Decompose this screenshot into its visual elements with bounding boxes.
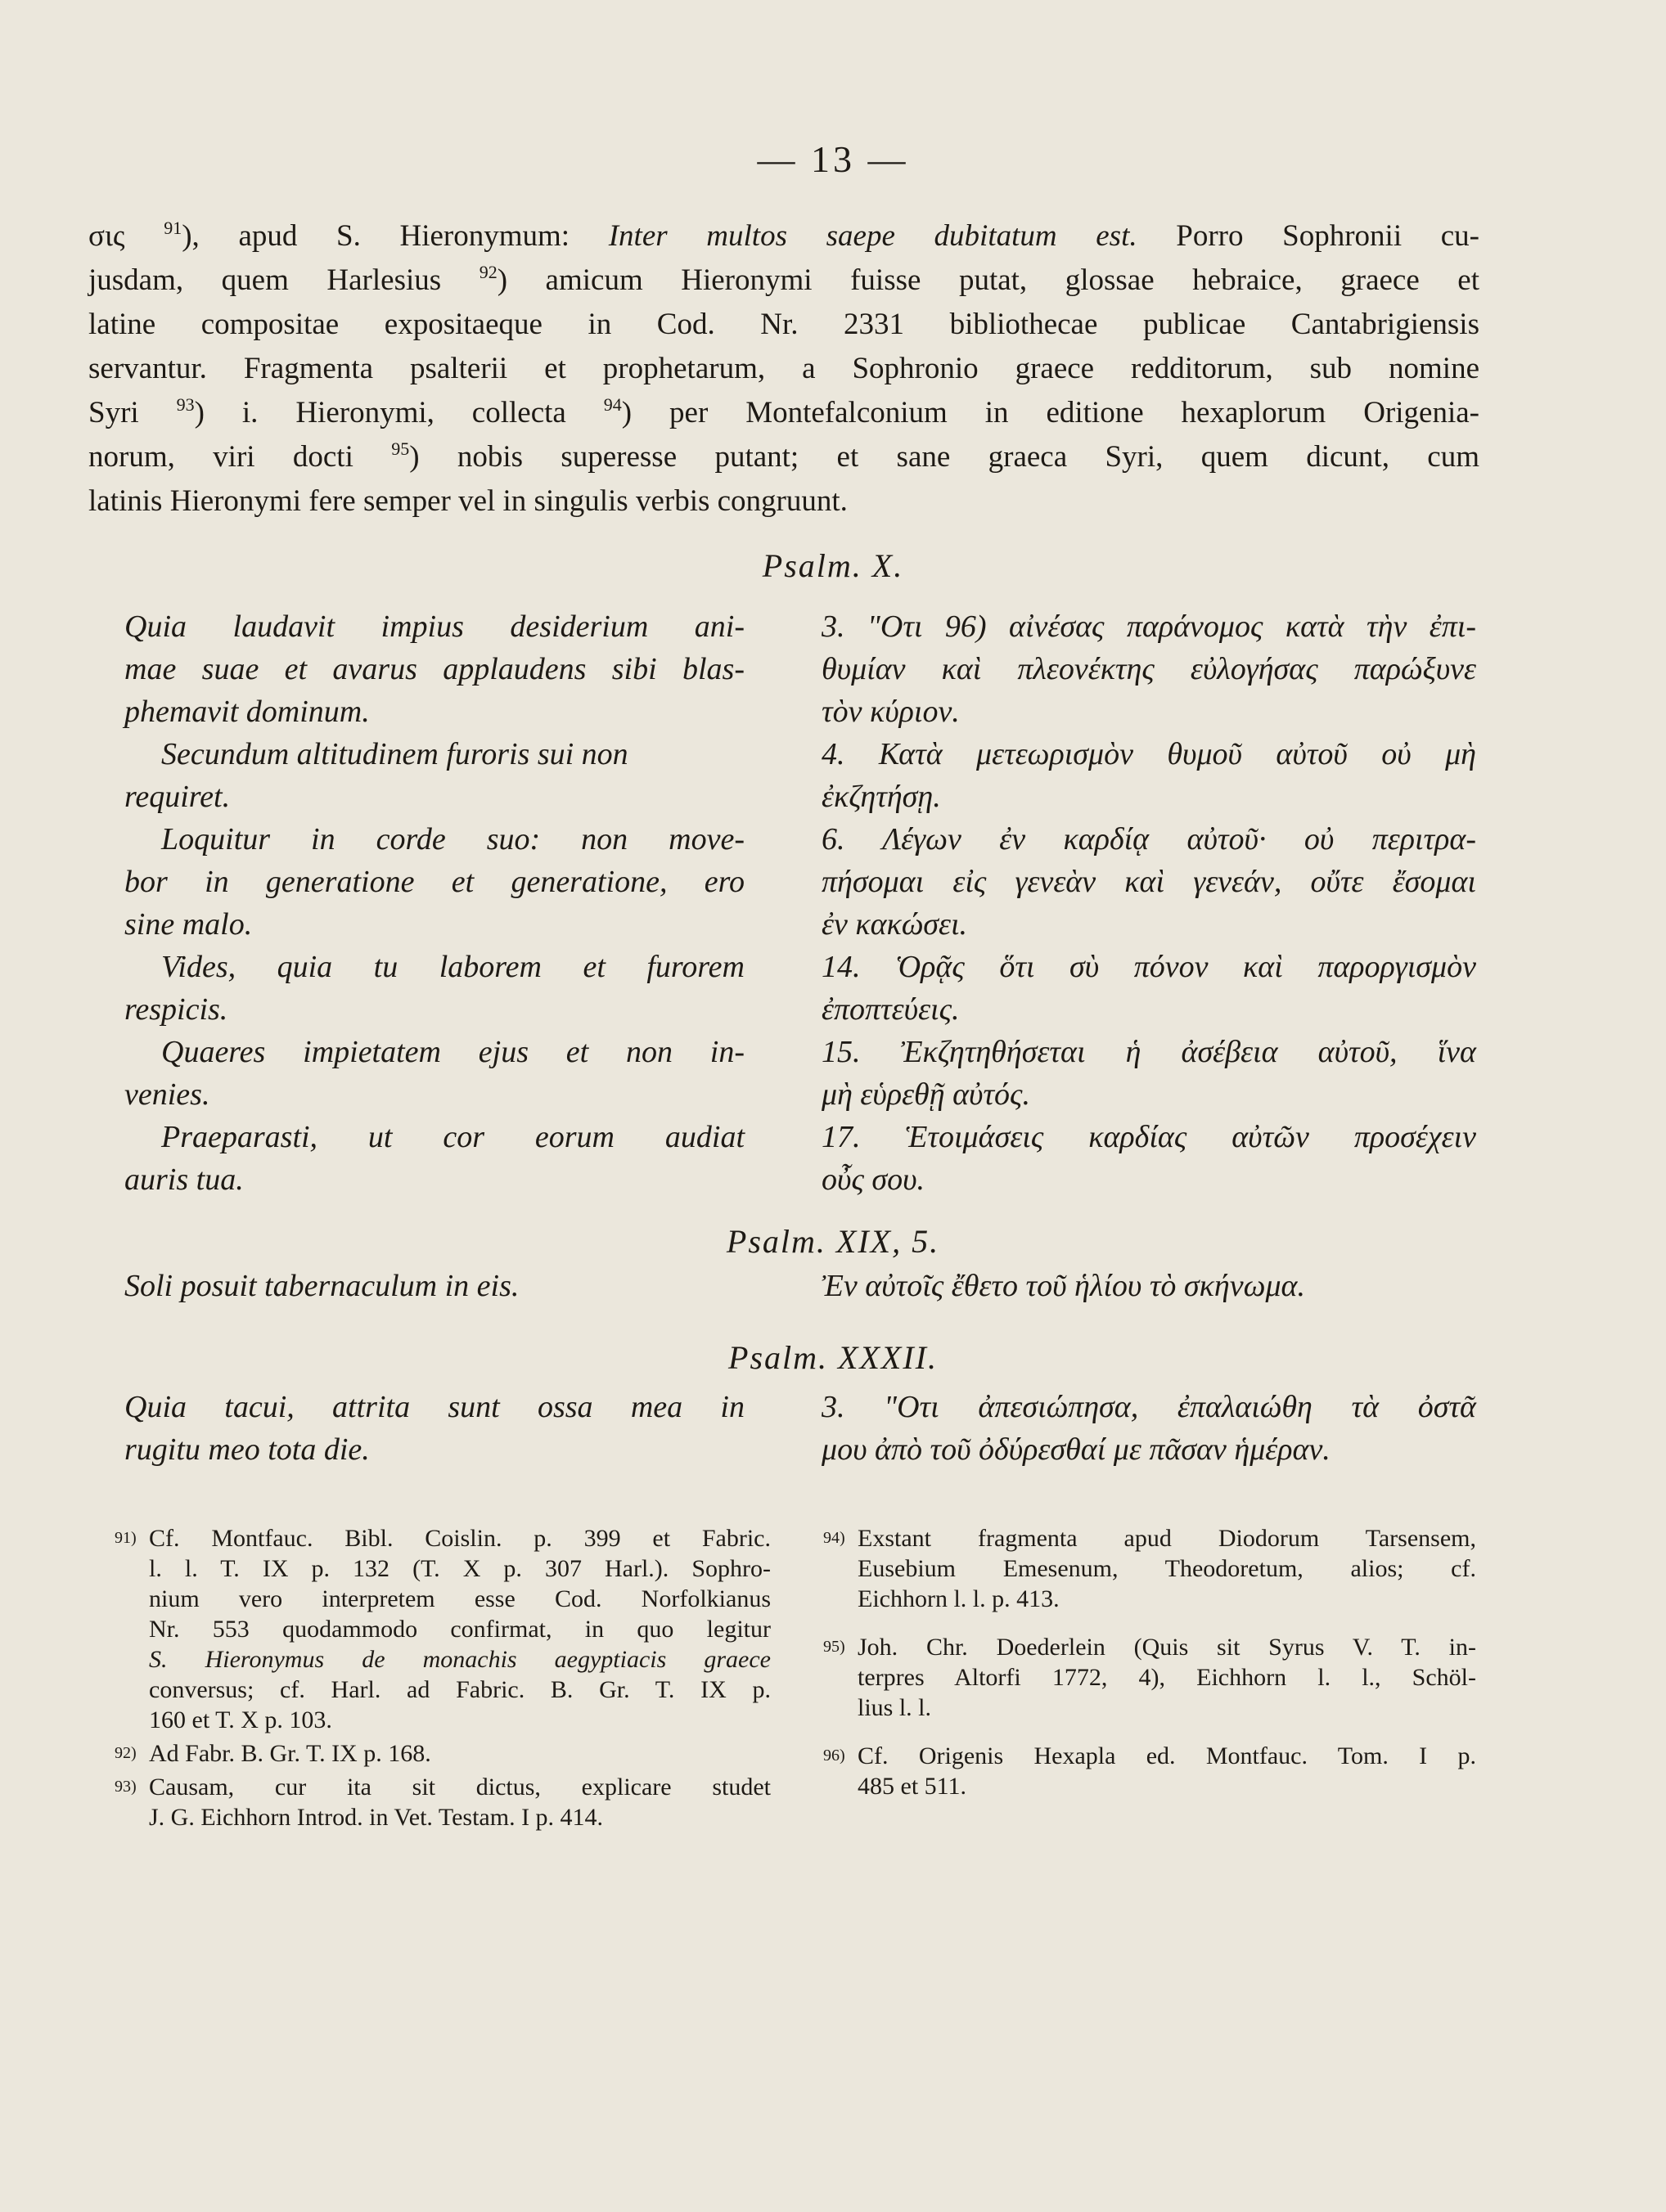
greek-line: 3. "Οτι ἀπεσιώπησα, ἐπαλαιώθη τὰ ὀστᾶ bbox=[822, 1390, 1476, 1424]
greek-line: θυμίαν καὶ πλεονέκτης εὐλογήσας παρώξυνε bbox=[822, 652, 1476, 686]
footnote: 91) Cf. Montfauc. Bibl. Coislin. p. 399 et Fabric. l. l. T. IX p. 132 (T. X p. 307 Harl.). Sophro- nium vero interpretem esse Cod. Norfolkianus Nr. 553 quodammodo confirmat, in quo legitur S. Hieronymus de monachis aegyptiacis graece conversus; cf. Harl. ad Fabric. B. Gr. T. IX p. 160 et T. X p. 103. bbox=[115, 1525, 771, 1733]
psalm-x-heading: Psalm. X. bbox=[762, 547, 904, 584]
psalm-xix-greek bbox=[822, 1265, 1476, 1307]
latin-line: mae suae et avarus applaudens sibi blas- bbox=[124, 652, 745, 686]
greek-line: 14. Ὁρᾷς ὅτι σὺ πόνον καὶ παροργισμὸν bbox=[822, 950, 1476, 984]
greek-line: 3. "Οτι 96) αἰνέσας παράνομος κατὰ τὴν ἐπι- bbox=[822, 609, 1476, 644]
psalm-x-latin bbox=[124, 605, 745, 1201]
latin-line: sine malo. bbox=[124, 907, 253, 942]
latin-line: Loquitur in corde suo: non move- bbox=[161, 822, 745, 856]
latin-line: venies. bbox=[124, 1077, 210, 1112]
greek-line: 4. Κατὰ μετεωρισμὸν θυμοῦ αὐτοῦ οὐ μὴ bbox=[822, 737, 1476, 771]
latin-line: Quia tacui, attrita sunt ossa mea in bbox=[124, 1390, 745, 1424]
latin-line: requiret. bbox=[124, 780, 231, 814]
latin-line: Secundum altitudinem furoris sui non bbox=[161, 737, 628, 771]
footnote: 92) Ad Fabr. B. Gr. T. IX p. 168. bbox=[115, 1740, 431, 1767]
intro-line: σις $^{91}$), apud S. Hieronymum: Inter multos saepe dubitatum est. Porro Sophronii cu- bbox=[88, 218, 1479, 253]
intro-line: jusdam, quem Harlesius $^{92}$) amicum Hieronymi fuisse putat, glossae hebraice, graece et bbox=[88, 262, 1479, 297]
greek-line: Ἐν αὐτοῖς ἔθετο τοῦ ἡλίου τὸ σκήνωμα. bbox=[822, 1269, 1305, 1303]
psalm-xxxii-heading: Psalm. XXXII. bbox=[728, 1339, 938, 1376]
psalm-x-greek bbox=[822, 605, 1476, 1201]
intro-paragraph bbox=[88, 214, 1479, 524]
footnote: 93) Causam, cur ita sit dictus, explicare studet J. G. Eichhorn Introd. in Vet. Testam. I p. 414. bbox=[115, 1774, 771, 1831]
greek-line: ἐν κακώσει. bbox=[822, 907, 968, 942]
greek-line: οὖς σου. bbox=[822, 1162, 925, 1197]
psalm-xxxii-greek bbox=[822, 1386, 1476, 1471]
latin-line: Vides, quia tu laborem et furorem bbox=[161, 950, 745, 984]
intro-line: servantur. Fragmenta psalterii et prophetarum, a Sophronio graece redditorum, sub nomine bbox=[88, 352, 1479, 385]
intro-line: norum, viri docti $^{95}$) nobis superesse putant; et sane graeca Syri, quem dicunt, cum bbox=[88, 438, 1479, 474]
footnote-mark: 94) bbox=[823, 1529, 845, 1547]
latin-line: bor in generatione et generatione, ero bbox=[124, 865, 745, 899]
psalm-xix-latin bbox=[124, 1265, 745, 1307]
greek-line: μου ἀπὸ τοῦ ὀδύρεσθαί με πᾶσαν ἡμέραν. bbox=[822, 1432, 1331, 1467]
greek-line: τὸν κύριον. bbox=[822, 695, 960, 729]
page-number: — 13 — bbox=[757, 138, 909, 180]
latin-line: Praeparasti, ut cor eorum audiat bbox=[161, 1120, 745, 1154]
footnote-mark: 96) bbox=[823, 1747, 845, 1765]
latin-line: Quaeres impietatem ejus et non in- bbox=[161, 1035, 745, 1069]
greek-line: 15. Ἐκζητηθήσεται ἡ ἀσέβεια αὐτοῦ, ἵνα bbox=[822, 1035, 1476, 1069]
greek-line: 6. Λέγων ἐν καρδίᾳ αὐτοῦ· οὐ περιτρα- bbox=[822, 822, 1476, 856]
footnote: 96) Cf. Origenis Hexapla ed. Montfauc. Tom. I p. 485 et 511. bbox=[823, 1742, 1476, 1800]
latin-line: rugitu meo tota die. bbox=[124, 1432, 370, 1467]
greek-line: ἐποπτεύεις. bbox=[822, 992, 960, 1027]
footnote-mark: 91) bbox=[115, 1529, 137, 1547]
footnote-mark: 95) bbox=[823, 1638, 845, 1656]
footnotes-left bbox=[115, 1523, 771, 1832]
footnotes-right bbox=[823, 1523, 1476, 1801]
psalm-xxxii-latin bbox=[124, 1386, 745, 1471]
footnote-mark: 92) bbox=[115, 1744, 137, 1762]
greek-line: 17. Ἑτοιμάσεις καρδίας αὐτῶν προσέχειν bbox=[822, 1120, 1476, 1154]
intro-line: latinis Hieronymi fere semper vel in singulis verbis congruunt. bbox=[88, 484, 848, 518]
latin-line: auris tua. bbox=[124, 1162, 244, 1197]
latin-line: phemavit dominum. bbox=[124, 695, 370, 729]
latin-line: Quia laudavit impius desiderium ani- bbox=[124, 609, 745, 644]
intro-line: latine compositae expositaeque in Cod. Nr. 2331 bibliothecae publicae Cantabrigiensis bbox=[88, 308, 1479, 341]
greek-line: ἐκζητήσῃ. bbox=[822, 780, 941, 814]
footnote: 95) Joh. Chr. Doederlein (Quis sit Syrus V. T. in- terpres Altorfi 1772, 4), Eichhorn l. l., Schöl- lius l. l. bbox=[823, 1634, 1476, 1721]
latin-line: respicis. bbox=[124, 992, 228, 1027]
greek-line: πήσομαι εἰς γενεὰν καὶ γενεάν, οὔτε ἔσομαι bbox=[822, 865, 1476, 899]
intro-line: Syri $^{93}$) i. Hieronymi, collecta $^{94}$) per Montefalconium in editione hexaplorum Origenia- bbox=[88, 394, 1479, 429]
footnote-mark: 93) bbox=[115, 1778, 137, 1796]
psalm-xix-heading: Psalm. XIX, 5. bbox=[726, 1223, 940, 1260]
footnote: 94) Exstant fragmenta apud Diodorum Tarsensem, Eusebium Emesenum, Theodoretum, alios; cf. Eichhorn l. l. p. 413. bbox=[823, 1525, 1476, 1612]
greek-line: μὴ εὑρεθῇ αὐτός. bbox=[822, 1077, 1030, 1112]
latin-line: Soli posuit tabernaculum in eis. bbox=[124, 1269, 520, 1303]
